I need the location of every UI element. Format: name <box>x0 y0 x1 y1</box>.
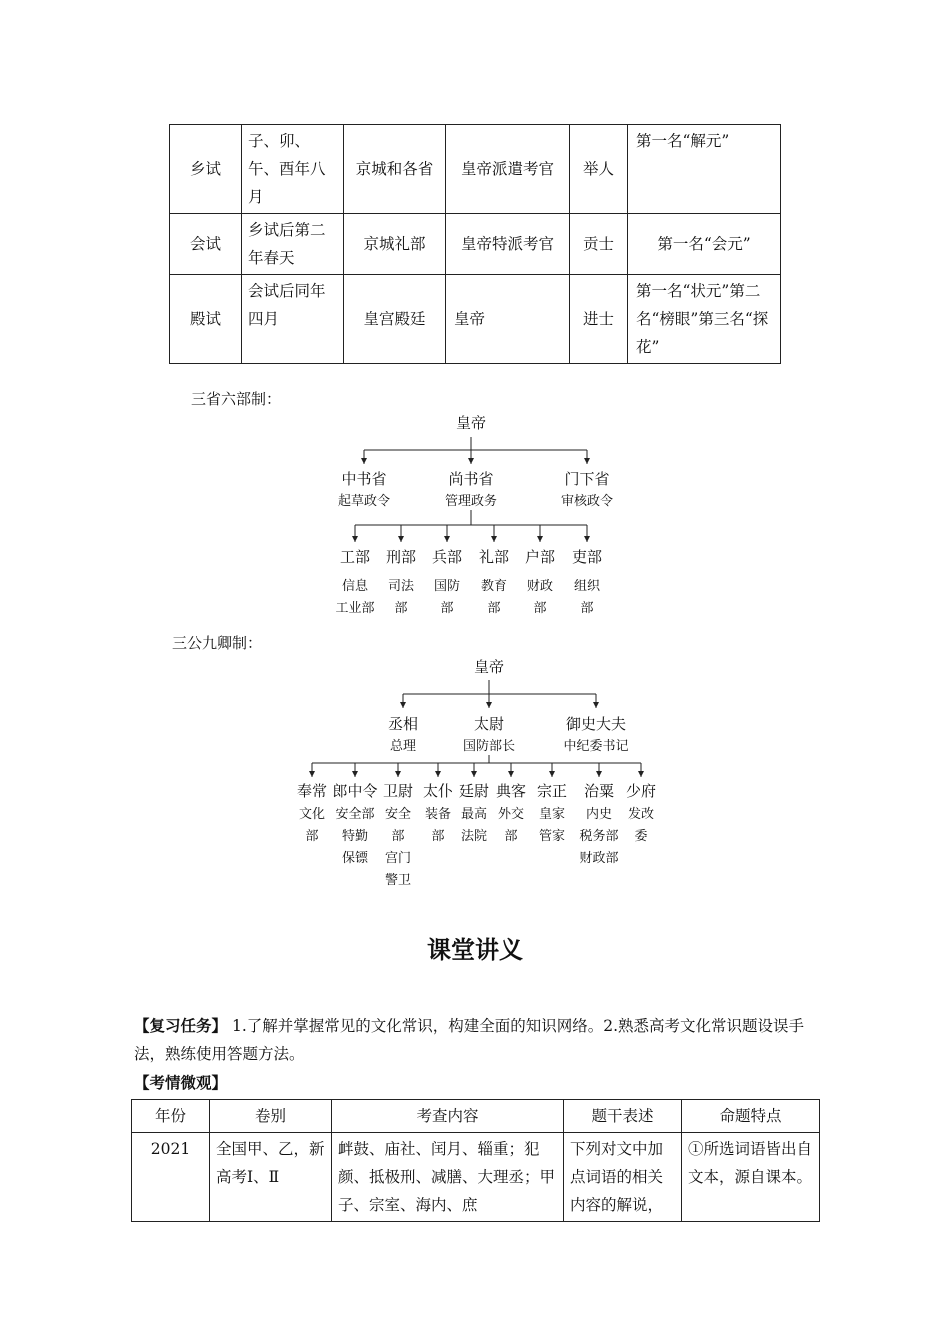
sangong-caption: 三公九卿制： <box>172 634 263 652</box>
sangong-l3-name: 宗正 <box>536 782 568 800</box>
sangong-l3-name: 治粟 <box>583 782 615 800</box>
cell-stem: 下列对文中加点词语的相关内容的解说， <box>564 1133 682 1222</box>
sansheng-root: 皇帝 <box>455 414 487 432</box>
col-header: 命题特点 <box>682 1100 820 1133</box>
exam-top: 第一名“解元” <box>628 125 781 214</box>
sangong-l3-desc: 部 <box>431 829 445 844</box>
sansheng-l3-desc: 信息 <box>341 579 369 594</box>
sansheng-l2-desc: 管理政务 <box>444 494 498 509</box>
sansheng-l3-name: 工部 <box>339 548 371 566</box>
cell-content: 衅鼓、庙社、闰月、辎重；犯颜、抵极刑、减膳、大理丞；甲子、宗室、海内、庶 <box>332 1133 564 1222</box>
sangong-l3-desc: 部 <box>391 829 405 844</box>
exam-place: 皇宫殿廷 <box>344 275 446 364</box>
sangong-l3-desc: 装备 <box>424 807 452 822</box>
sansheng-l3-desc: 财政 <box>526 579 554 594</box>
exam-examiner: 皇帝派遣考官 <box>446 125 570 214</box>
sansheng-l3-name: 刑部 <box>385 548 417 566</box>
col-header: 考查内容 <box>332 1100 564 1133</box>
sangong-l2-desc: 国防部长 <box>462 739 516 754</box>
sangong-l3-name: 郎中令 <box>332 782 378 800</box>
sangong-l3-desc: 法院 <box>460 829 488 844</box>
sangong-l3-name: 廷尉 <box>458 782 490 800</box>
exam-time: 子、卯、午、酉年八月 <box>242 125 344 214</box>
cell-paper: 全国甲、乙，新高考Ⅰ、Ⅱ <box>210 1133 332 1222</box>
review-task <box>134 1012 824 1068</box>
sansheng-l3-desc: 部 <box>533 601 547 616</box>
sansheng-l3-desc: 国防 <box>433 579 461 594</box>
sangong-l2-name: 丞相 <box>387 715 419 733</box>
sangong-root: 皇帝 <box>473 658 505 676</box>
sangong-l2-desc: 中纪委书记 <box>563 739 629 754</box>
review-label: 【复习任务】 <box>134 1017 228 1035</box>
exam-examiner: 皇帝 <box>446 275 570 364</box>
exam-top: 第一名“会元” <box>628 214 781 275</box>
col-header: 题干表述 <box>564 1100 682 1133</box>
sansheng-l3-desc: 部 <box>440 601 454 616</box>
sansheng-l2-name: 门下省 <box>564 470 610 488</box>
cell-feature: ①所选词语皆出自文本，源自课本。 <box>682 1133 820 1222</box>
sansheng-l3-desc: 教育 <box>480 579 508 594</box>
kaoqing-table <box>131 1099 820 1222</box>
exam-top: 第一名“状元”第二名“榜眼”第三名“探花” <box>628 275 781 364</box>
exam-title: 贡士 <box>570 214 628 275</box>
table-row <box>132 1133 820 1222</box>
sangong-l3-desc: 最高 <box>460 807 488 822</box>
sangong-l3-desc: 发改 <box>627 807 655 822</box>
sansheng-l3-desc: 组织 <box>573 579 601 594</box>
col-header: 年份 <box>132 1100 210 1133</box>
sansheng-l3-desc: 部 <box>394 601 408 616</box>
sangong-l3-name: 典客 <box>495 782 527 800</box>
sangong-l3-desc: 安全 <box>384 807 412 822</box>
exam-title: 进士 <box>570 275 628 364</box>
sansheng-l2-name: 尚书省 <box>448 470 494 488</box>
sangong-l3-desc: 税务部 <box>579 829 619 844</box>
sansheng-l2-desc: 起草政令 <box>337 494 391 509</box>
sansheng-l2-name: 中书省 <box>341 470 387 488</box>
exam-examiner: 皇帝特派考官 <box>446 214 570 275</box>
exam-place: 京城礼部 <box>344 214 446 275</box>
review-text: 1.了解并掌握常见的文化常识，构建全面的知识网络。2.熟悉高考文化常识题设误手法，熟练使用答题方法。 <box>134 1017 805 1063</box>
sangong-l3-desc: 皇家 <box>538 807 566 822</box>
sansheng-l3-name: 礼部 <box>478 548 510 566</box>
sangong-l3-desc: 特勤 <box>341 829 369 844</box>
sangong-l3-desc: 警卫 <box>384 873 412 888</box>
exam-time: 会试后同年四月 <box>242 275 344 364</box>
exam-name: 会试 <box>170 214 242 275</box>
sangong-l3-desc: 外交 <box>497 807 525 822</box>
cell-year: 2021 <box>132 1133 210 1222</box>
sangong-l2-name: 御史大夫 <box>565 715 627 733</box>
sangong-l3-desc: 文化 <box>298 807 326 822</box>
sangong-l3-desc: 财政部 <box>579 851 619 866</box>
sangong-l3-name: 少府 <box>625 782 657 800</box>
exam-time: 乡试后第二年春天 <box>242 214 344 275</box>
sansheng-caption: 三省六部制： <box>191 390 282 408</box>
sansheng-l3-desc: 部 <box>580 601 594 616</box>
col-header: 卷别 <box>210 1100 332 1133</box>
sangong-l3-desc: 宫门 <box>384 851 412 866</box>
sangong-l2-name: 太尉 <box>473 715 505 733</box>
sansheng-l2-desc: 审核政令 <box>560 494 614 509</box>
sangong-l3-desc: 委 <box>634 829 648 844</box>
sangong-l3-name: 太仆 <box>422 782 454 800</box>
sangong-l3-desc: 安全部 <box>335 807 375 822</box>
exam-title: 举人 <box>570 125 628 214</box>
sangong-l2-desc: 总理 <box>389 739 417 754</box>
sansheng-l3-desc: 工业部 <box>335 601 375 616</box>
sangong-l3-desc: 部 <box>504 829 518 844</box>
sansheng-l3-name: 户部 <box>524 548 556 566</box>
exam-name: 殿试 <box>170 275 242 364</box>
sansheng-l3-name: 吏部 <box>571 548 603 566</box>
sangong-l3-name: 卫尉 <box>382 782 414 800</box>
sangong-l3-desc: 内史 <box>585 807 613 822</box>
exam-place: 京城和各省 <box>344 125 446 214</box>
sangong-l3-name: 奉常 <box>296 782 328 800</box>
sangong-l3-desc: 部 <box>305 829 319 844</box>
sansheng-l3-desc: 部 <box>487 601 501 616</box>
kaoqing-label: 【考情微观】 <box>134 1074 228 1092</box>
table-header-row <box>132 1100 820 1133</box>
sansheng-l3-desc: 司法 <box>387 579 415 594</box>
exam-name: 乡试 <box>170 125 242 214</box>
sangong-l3-desc: 管家 <box>538 829 566 844</box>
sangong-l3-desc: 保镖 <box>341 851 369 866</box>
section-title: 课堂讲义 <box>427 936 523 964</box>
sansheng-l3-name: 兵部 <box>431 548 463 566</box>
